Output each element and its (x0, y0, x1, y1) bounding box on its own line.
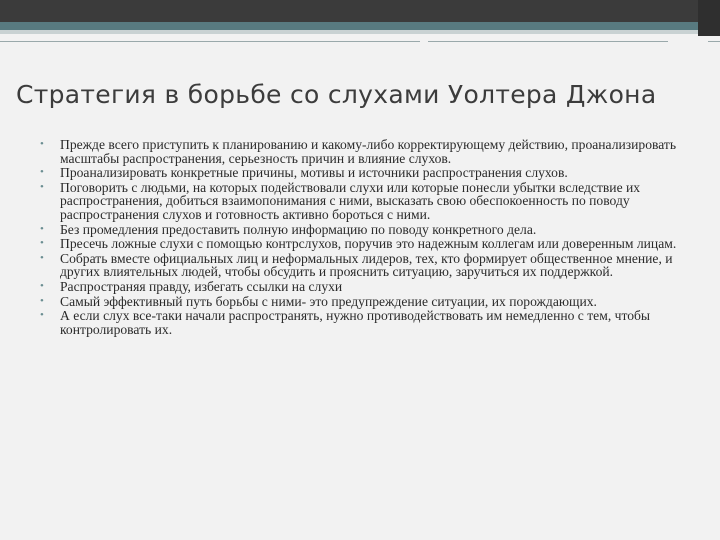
bullet-dot-icon: • (40, 180, 44, 193)
bullet-dot-icon: • (40, 251, 44, 264)
bullet-dot-icon: • (40, 294, 44, 307)
header-band-dark (0, 0, 720, 22)
bullet-text: Пресечь ложные слухи с помощью контрслухов, поручив это надежным коллегам или доверенным лицам. (60, 236, 677, 252)
bullet-item (40, 309, 690, 336)
header-band-teal (0, 22, 698, 30)
header-corner-block (698, 0, 720, 36)
bullet-text: Распространяя правду, избегать ссылки на слухи (60, 278, 343, 294)
bullet-text: Прежде всего приступить к планированию и какому-либо корректирующему действию, проанализировать масштабы распространения, серьезность причин и влияние слухов. (60, 137, 677, 166)
bullet-item (40, 223, 690, 237)
bullet-dot-icon: • (40, 138, 44, 150)
bullet-dot-icon: • (40, 166, 44, 179)
bullet-text: Проанализировать конкретные причины, мотивы и источники распространения слухов. (60, 165, 568, 181)
bullet-text: Самый эффективный путь борьбы с ними- это предупреждение ситуации, их порождающих. (60, 293, 597, 309)
bullet-text: Поговорить с людьми, на которых подействовали слухи или которые понесли убытки вследствие их распространения, добиться взаимопонимания с ними, высказать свою обеспокоенность по поводу распространения слухов и готовность активно бороться с ними. (60, 179, 641, 222)
bullet-item (40, 295, 690, 309)
bullet-item (40, 166, 690, 180)
bullet-item (40, 252, 690, 279)
header-band-light (0, 30, 698, 34)
bullet-item (40, 138, 690, 165)
bullet-dot-icon: • (40, 237, 44, 250)
slide-title: Стратегия в борьбе со слухами Уолтера Джона (16, 80, 657, 109)
bullet-dot-icon: • (40, 309, 44, 322)
bullet-dot-icon: • (40, 279, 44, 292)
bullet-item (40, 181, 690, 222)
bullet-dot-icon: • (40, 222, 44, 235)
header-divider-line (0, 41, 420, 42)
bullet-text: А если слух все-таки начали распространять, нужно противодействовать им немедленно с тем, чтобы контролировать их. (60, 308, 651, 337)
header-divider-line (708, 41, 720, 42)
bullet-item (40, 280, 690, 294)
bullet-item (40, 237, 690, 251)
bullet-text: Собрать вместе официальных лиц и неформальных лидеров, тех, кто формирует общественное мнение, и других влиятельных людей, чтобы обсудить и прояснить ситуацию, заручиться их поддержкой. (60, 250, 673, 280)
bullet-list (40, 138, 690, 337)
bullet-text: Без промедления предоставить полную информацию по поводу конкретного дела. (60, 221, 537, 237)
header-divider-line (428, 41, 668, 42)
